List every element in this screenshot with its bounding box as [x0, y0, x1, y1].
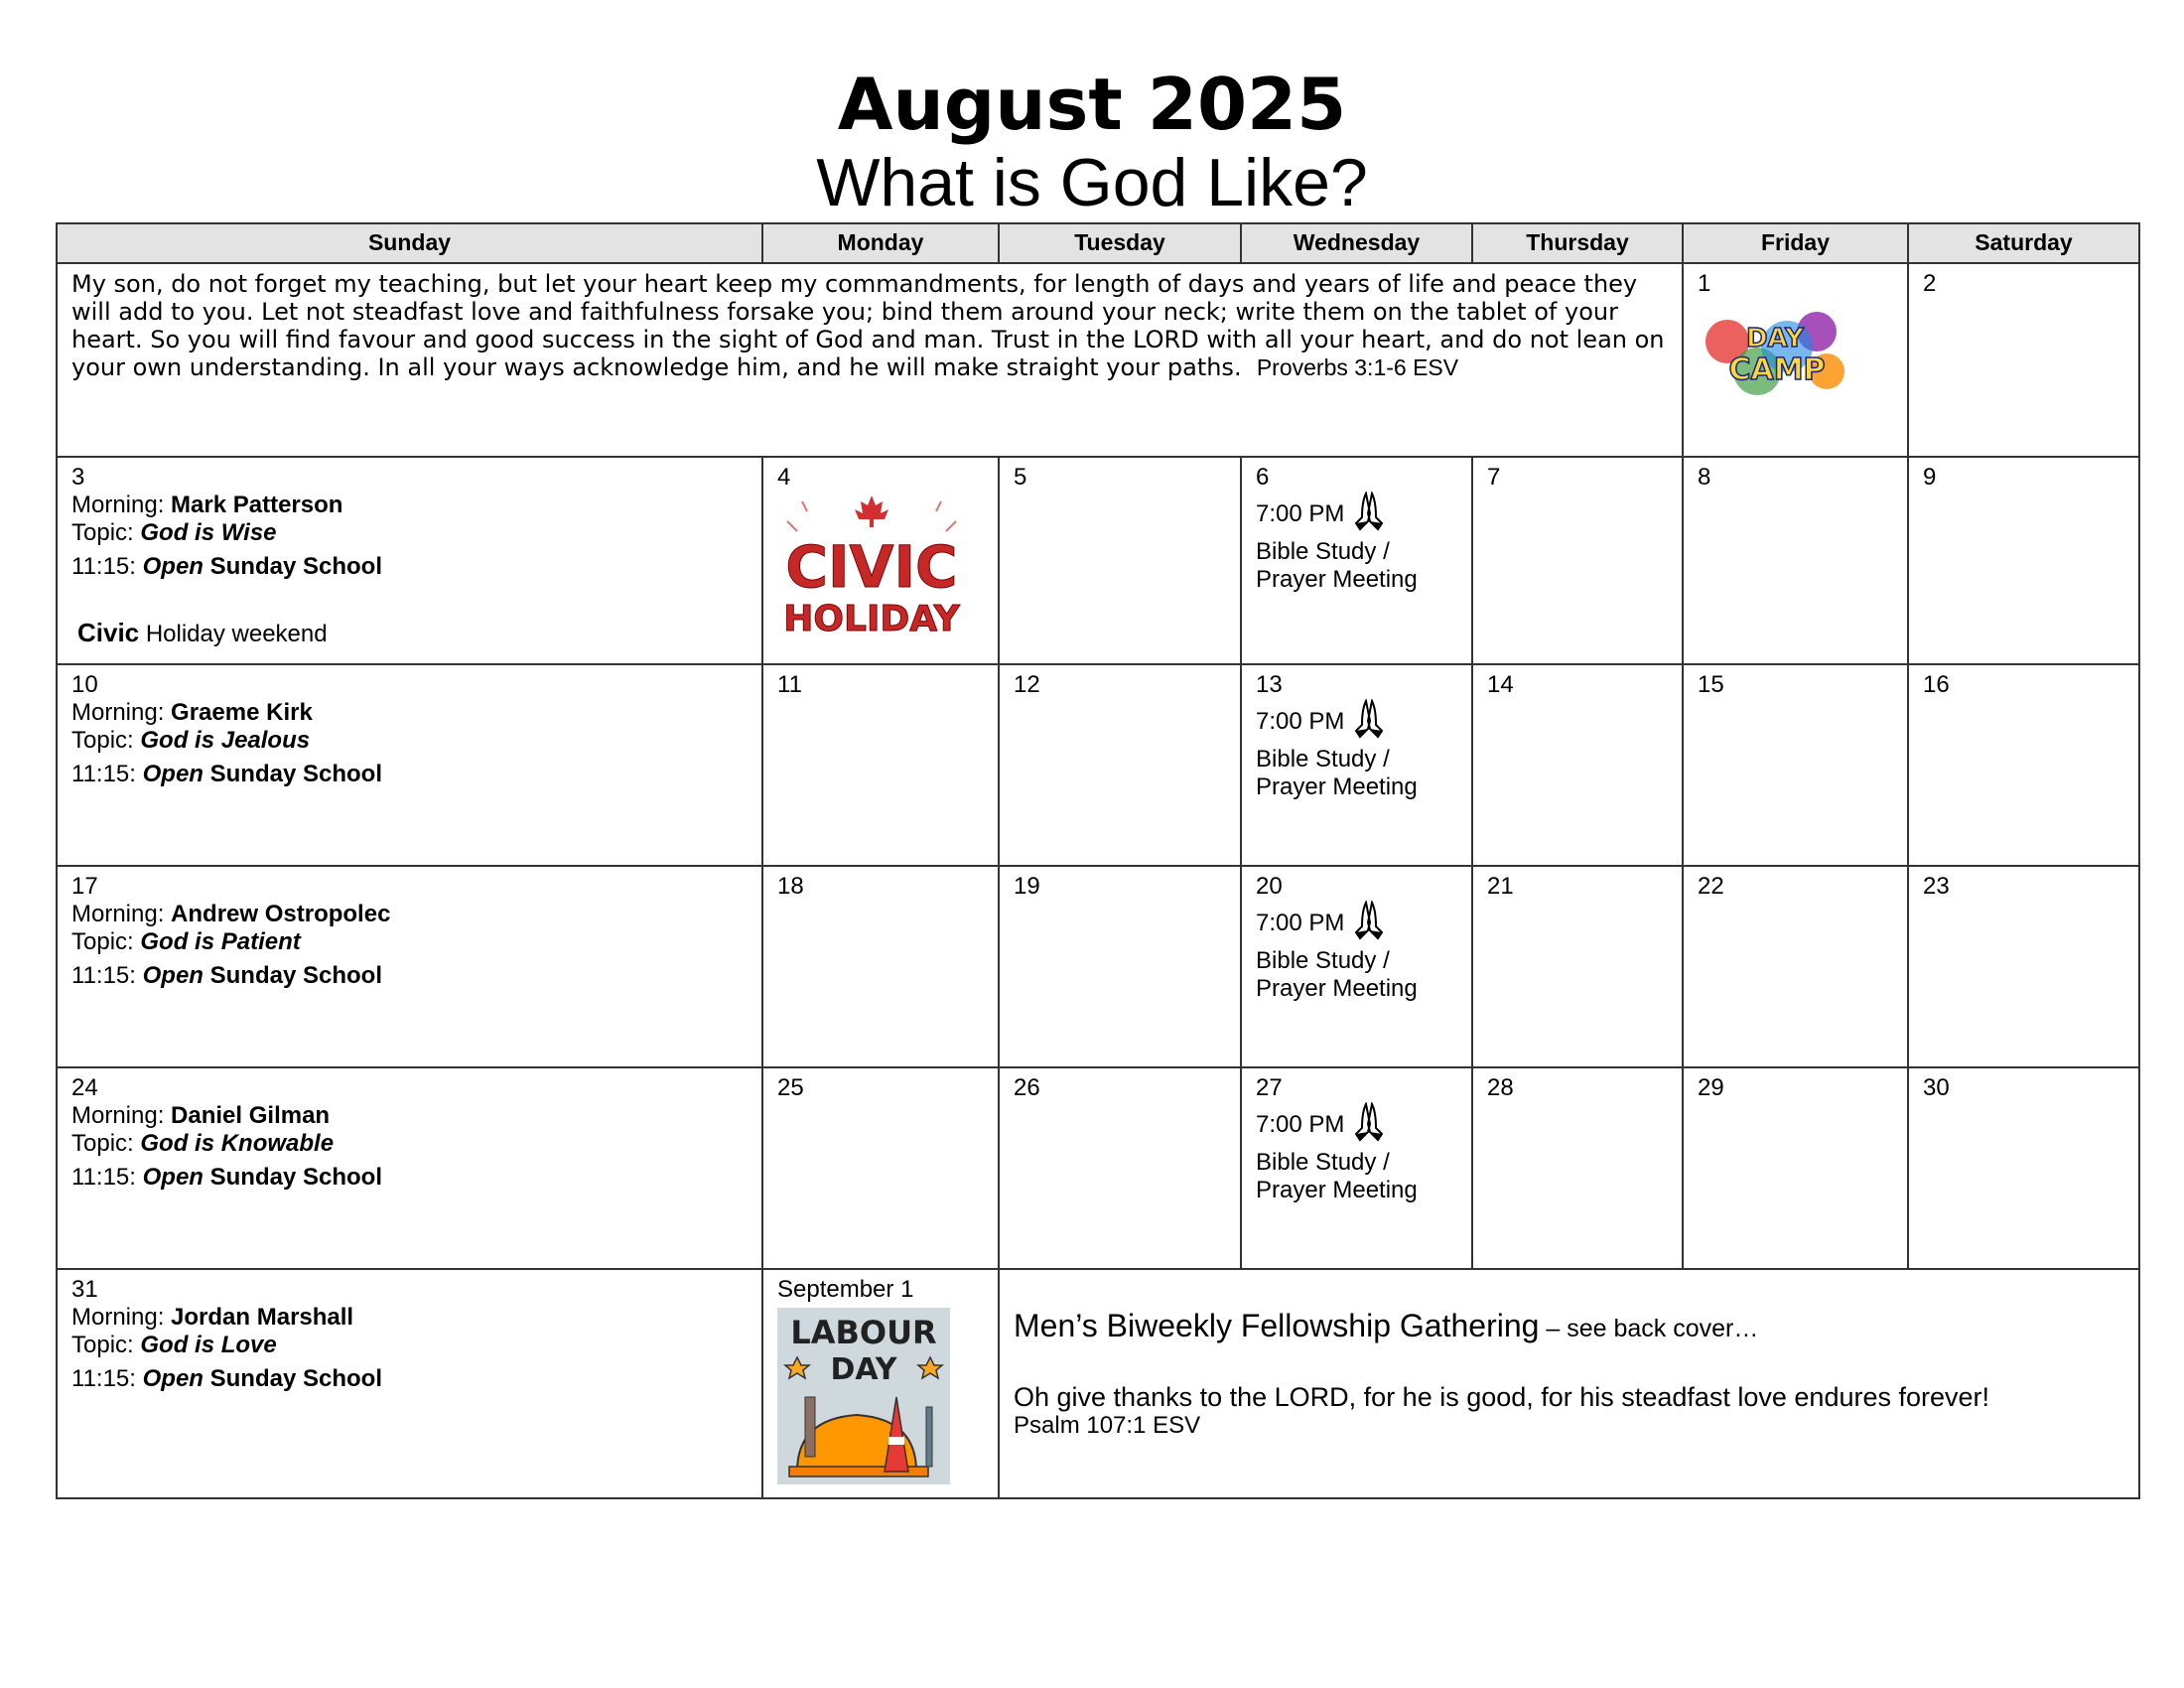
- day-number: 18: [777, 873, 804, 900]
- weekday-thursday: Thursday: [1472, 223, 1683, 263]
- morning-label: Morning:: [71, 1304, 172, 1331]
- sunday-school-line: [71, 553, 748, 581]
- topic-line: [71, 1332, 748, 1359]
- day-camp-text-2: CAMP: [1728, 352, 1826, 387]
- day-number: 23: [1923, 873, 1950, 900]
- fellowship-see-back: – see back cover…: [1539, 1315, 1759, 1342]
- day-number: 1: [1698, 270, 1711, 297]
- sunday-school-label: Sunday School: [203, 1365, 382, 1392]
- day-cell-9: [1908, 457, 2139, 664]
- time-label: 11:15:: [71, 761, 143, 787]
- week-row-1: [57, 263, 2139, 457]
- day-number: 26: [1014, 1074, 1040, 1101]
- opening-verse-cell: [57, 263, 1683, 457]
- praying-hands-icon: [1352, 901, 1386, 947]
- civic-holiday-note: [71, 619, 748, 648]
- day-number: September 1: [777, 1276, 914, 1303]
- day-number: 15: [1698, 671, 1724, 698]
- topic-line: [71, 519, 748, 547]
- day-number: 11: [777, 671, 802, 698]
- sunday-school-line: [71, 1365, 748, 1393]
- day-number: 19: [1014, 873, 1040, 900]
- calendar-theme-title: What is God Like?: [816, 145, 1368, 220]
- day-cell-30: [1908, 1067, 2139, 1269]
- topic-name: God is Love: [140, 1332, 277, 1358]
- day-cell-2: [1908, 263, 2139, 457]
- weekday-tuesday: Tuesday: [999, 223, 1241, 263]
- closing-verse-text: Oh give thanks to the LORD, for he is good, for his steadfast love endures forever!: [1014, 1382, 1990, 1412]
- day-cell-19: [999, 866, 1241, 1067]
- labour-day-logo: [777, 1308, 984, 1491]
- weekday-monday: Monday: [762, 223, 999, 263]
- day-number: 3: [71, 464, 85, 491]
- day-number: 8: [1698, 464, 1711, 491]
- day-number: 6: [1256, 464, 1270, 491]
- day-cell-18: [762, 866, 999, 1067]
- day-camp-text-1: DAY: [1745, 324, 1805, 353]
- wed-time: 7:00 PM: [1256, 499, 1345, 527]
- sunday-cell-3: [57, 457, 762, 664]
- sunday-school-label: Sunday School: [203, 962, 382, 989]
- day-cell-28: [1472, 1067, 1683, 1269]
- prayer-meeting-label: Prayer Meeting: [1256, 1177, 1418, 1203]
- day-number: 14: [1487, 671, 1514, 698]
- weekday-friday: Friday: [1683, 223, 1908, 263]
- sunday-school-line: [71, 1164, 748, 1192]
- prayer-meeting-label: Prayer Meeting: [1256, 566, 1418, 593]
- time-label: 11:15:: [71, 962, 143, 989]
- weekday-sunday: Sunday: [57, 223, 762, 263]
- morning-speaker-line: [71, 699, 748, 727]
- sunday-school-label: Sunday School: [203, 553, 382, 580]
- prayer-meeting-label: Prayer Meeting: [1256, 975, 1418, 1002]
- opening-verse-text: My son, do not forget my teaching, but let your heart keep my commandments, for length of days and years of life and peace they will add to you. Let not steadfast love and faithfulness forsake you; bind them around your neck; write them on the tablet of your heart. So you will find favour and good success in the sight of God and man. Trust in the LORD with all your heart, and do not lean on your own understanding. In all your ways acknowledge him, and he will make straight your paths.: [71, 270, 1665, 381]
- day-number: 16: [1923, 671, 1950, 698]
- morning-speaker-line: [71, 492, 748, 519]
- wed-time: 7:00 PM: [1256, 1110, 1345, 1138]
- civic-holiday-logo: [777, 492, 984, 657]
- day-number: 27: [1256, 1074, 1283, 1101]
- day-number: 17: [71, 873, 98, 900]
- weekday-saturday: Saturday: [1908, 223, 2139, 263]
- day-number: 21: [1487, 873, 1514, 900]
- speaker-name: Andrew Ostropolec: [171, 901, 391, 927]
- praying-hands-icon: [1352, 1102, 1386, 1149]
- day-number: 4: [777, 464, 791, 491]
- fellowship-title: Men’s Biweekly Fellowship Gathering: [1014, 1308, 1540, 1343]
- day-cell-7: [1472, 457, 1683, 664]
- closing-verse-reference: Psalm 107:1 ESV: [1014, 1412, 1201, 1439]
- time-label: 11:15:: [71, 1365, 143, 1392]
- civic-logo-text-2: HOLIDAY: [783, 599, 960, 639]
- sunday-cell-17: [57, 866, 762, 1067]
- day-number: 5: [1014, 464, 1027, 491]
- day-cell-sept-1: [762, 1269, 999, 1498]
- sunday-school-label: Sunday School: [203, 1164, 382, 1191]
- day-number: 25: [777, 1074, 804, 1101]
- sunday-cell-31: [57, 1269, 762, 1498]
- morning-label: Morning:: [71, 699, 172, 726]
- wed-time-line: [1256, 1102, 1457, 1149]
- open-label: Open: [142, 962, 204, 989]
- wed-time-line: [1256, 699, 1457, 746]
- day-cell-25: [762, 1067, 999, 1269]
- topic-name: God is Wise: [140, 519, 277, 546]
- day-cell-15: [1683, 664, 1908, 866]
- wed-time-line: [1256, 492, 1457, 538]
- sunday-school-label: Sunday School: [203, 761, 382, 787]
- topic-line: [71, 727, 748, 755]
- prayer-meeting-label: Prayer Meeting: [1256, 774, 1418, 800]
- wednesday-cell-6: [1241, 457, 1472, 664]
- morning-label: Morning:: [71, 492, 172, 518]
- day-number: 22: [1698, 873, 1724, 900]
- civic-logo-text-1: CIVIC: [785, 533, 958, 601]
- topic-label: Topic:: [71, 1130, 141, 1157]
- topic-label: Topic:: [71, 928, 141, 955]
- topic-name: God is Jealous: [140, 727, 311, 754]
- day-cell-26: [999, 1067, 1241, 1269]
- topic-label: Topic:: [71, 519, 141, 546]
- calendar-grid: [56, 222, 2140, 1499]
- day-cell-29: [1683, 1067, 1908, 1269]
- day-camp-logo: [1698, 302, 1893, 408]
- calendar-month-title: August 2025: [837, 63, 1347, 146]
- topic-label: Topic:: [71, 1332, 141, 1358]
- wednesday-cell-13: [1241, 664, 1472, 866]
- day-cell-4: [762, 457, 999, 664]
- week-row-5: [57, 1067, 2139, 1269]
- day-number: 24: [71, 1074, 98, 1101]
- time-label: 11:15:: [71, 1164, 143, 1191]
- week-row-6: [57, 1269, 2139, 1498]
- labour-logo-text-2: DAY: [830, 1352, 897, 1387]
- bible-study-label: Bible Study /: [1256, 538, 1390, 565]
- sunday-school-line: [71, 962, 748, 990]
- speaker-name: Jordan Marshall: [171, 1304, 354, 1331]
- day-cell-12: [999, 664, 1241, 866]
- bible-study-label: Bible Study /: [1256, 746, 1390, 773]
- day-number: 31: [71, 1276, 98, 1303]
- sunday-cell-10: [57, 664, 762, 866]
- civic-rest: Holiday weekend: [139, 621, 328, 647]
- day-number: 9: [1923, 464, 1937, 491]
- bible-study-label: Bible Study /: [1256, 1149, 1390, 1176]
- fellowship-note: [1014, 1306, 2124, 1348]
- day-number: 7: [1487, 464, 1501, 491]
- notes-cell: [999, 1269, 2139, 1498]
- praying-hands-icon: [1352, 699, 1386, 746]
- wed-time-line: [1256, 901, 1457, 947]
- weekday-wednesday: Wednesday: [1241, 223, 1472, 263]
- day-number: 29: [1698, 1074, 1724, 1101]
- day-cell-11: [762, 664, 999, 866]
- day-cell-1: [1683, 263, 1908, 457]
- wednesday-cell-27: [1241, 1067, 1472, 1269]
- topic-line: [71, 1130, 748, 1158]
- week-row-4: [57, 866, 2139, 1067]
- open-label: Open: [142, 761, 204, 787]
- open-label: Open: [142, 1365, 204, 1392]
- weekday-header-row: [57, 223, 2139, 263]
- day-cell-8: [1683, 457, 1908, 664]
- praying-hands-icon: [1352, 492, 1386, 538]
- topic-name: God is Knowable: [140, 1130, 335, 1157]
- opening-verse-reference: Proverbs 3:1-6 ESV: [1256, 354, 1459, 380]
- labour-logo-text-1: LABOUR: [790, 1314, 937, 1351]
- day-cell-16: [1908, 664, 2139, 866]
- day-number: 10: [71, 671, 98, 698]
- morning-label: Morning:: [71, 1102, 172, 1129]
- sunday-cell-24: [57, 1067, 762, 1269]
- day-number: 12: [1014, 671, 1040, 698]
- speaker-name: Mark Patterson: [171, 492, 343, 518]
- topic-label: Topic:: [71, 727, 141, 754]
- topic-line: [71, 928, 748, 956]
- day-number: 13: [1256, 671, 1283, 698]
- day-cell-23: [1908, 866, 2139, 1067]
- wed-time: 7:00 PM: [1256, 909, 1345, 936]
- bible-study-label: Bible Study /: [1256, 947, 1390, 974]
- morning-speaker-line: [71, 901, 748, 928]
- day-number: 2: [1923, 270, 1937, 297]
- week-row-2: [57, 457, 2139, 664]
- day-number: 30: [1923, 1074, 1950, 1101]
- day-cell-14: [1472, 664, 1683, 866]
- sunday-school-line: [71, 761, 748, 788]
- speaker-name: Daniel Gilman: [171, 1102, 331, 1129]
- speaker-name: Graeme Kirk: [171, 699, 313, 726]
- wednesday-cell-20: [1241, 866, 1472, 1067]
- day-number: 20: [1256, 873, 1283, 900]
- wed-time: 7:00 PM: [1256, 707, 1345, 735]
- day-cell-21: [1472, 866, 1683, 1067]
- time-label: 11:15:: [71, 553, 143, 580]
- topic-name: God is Patient: [140, 928, 301, 955]
- day-number: 28: [1487, 1074, 1514, 1101]
- civic-word: Civic: [77, 618, 140, 647]
- day-cell-22: [1683, 866, 1908, 1067]
- open-label: Open: [142, 553, 204, 580]
- week-row-3: [57, 664, 2139, 866]
- open-label: Open: [142, 1164, 204, 1191]
- morning-speaker-line: [71, 1102, 748, 1130]
- day-cell-5: [999, 457, 1241, 664]
- morning-speaker-line: [71, 1304, 748, 1332]
- morning-label: Morning:: [71, 901, 172, 927]
